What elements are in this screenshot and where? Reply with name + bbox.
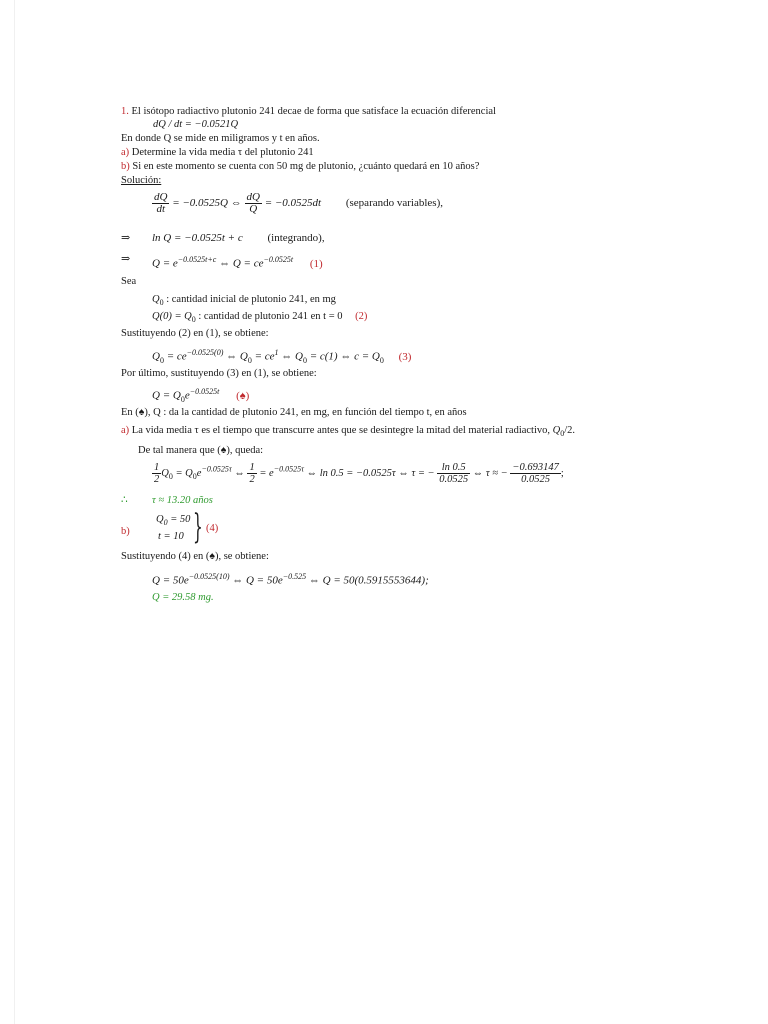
substitution-note-2: Por último, sustituyendo (3) en (1), se obtiene: [121,368,317,379]
result-part-a: τ ≈ 13.20 años [152,495,213,506]
definition-q-of-0: $Q(0) = Q_0$ : cantidad de plutonio 241 en t = 0 (2) [152,311,368,325]
problem-number: 1. [121,106,129,117]
part-b-text: Si en este momento se cuenta con 50 mg de plutonio, ¿cuánto quedará en 10 años? [132,161,480,172]
problem-part-b [121,160,479,173]
implies-symbol-2: ⇒ [121,253,131,265]
eq3-tag: (1) [309,257,323,270]
part-a-label: a) [121,147,130,158]
part-b-label: b) [121,161,130,172]
equation-4: $Q_0 = ce^{-0.0525(0)}$ ⇔ $Q_0 = ce^1$ ⇔ $Q_0 = c(1)$ ⇔ $c = Q_0$ (3) [152,348,412,365]
part-b-solution-label: b) [121,526,130,537]
problem-equation: dQ / dt = −0.0521Q [153,119,239,130]
problem-statement-line [121,105,496,118]
part-a-solution-line: a) La vida media τ es el tiempo que transcurre antes que se desintegre la mitad del material radiactivo, $Q_0/2$. [121,425,576,439]
definition-q0: $Q_0$ : cantidad inicial de plutonio 241, en mg [152,294,336,308]
eq1-lhs-fraction: $\frac{dQ}{dt}$ [154,191,168,215]
equation-1: $\frac{dQ}{dt}$ = −0.0525Q ⇔ $\frac{dQ}{Q}$ = −0.0525dt (separando variables), [154,191,443,215]
eq1-rhs-fraction: $\frac{dQ}{Q}$ [246,191,260,215]
right-brace: } [193,507,203,547]
equation-5: $Q = Q_0e^{-0.0525t}$ (♠) [152,387,250,404]
substitution-note-3: Sustituyendo (4) en (♠), se obtiene: [121,551,269,562]
page-edge-line [14,0,15,1024]
problem-statement: El isótopo radiactivo plutonio 241 decae de forma que satisface la ecuación diferencial [131,106,496,117]
given-q0: $Q_0 = 50$ [156,514,191,528]
part-a-text: Determine la vida media τ del plutonio 241 [131,147,314,158]
implies-symbol-1: ⇒ [121,232,131,244]
result-part-b: Q = 29.58 mg. [152,592,214,603]
equation-2: ln Q = −0.0525t + c (integrando), [152,232,325,244]
therefore-symbol: ∴ [121,495,128,506]
problem-units: En donde Q se mide en miligramos y t en años. [121,133,320,144]
problem-part-a [121,146,314,159]
sea-label: Sea [121,276,137,287]
solution-heading: Solución: [121,175,162,186]
substitution-note-1: Sustituyendo (2) en (1), se obtiene: [121,328,269,339]
given-tag: (4) [206,523,219,534]
en-spade-line: En (♠), Q : da la cantidad de plutonio 241, en mg, en función del tiempo t, en años [121,407,467,418]
equation-6: $\frac{1}{2}$ $Q_0 = Q_0e^{-0.0525\tau}$ ⇔ $\frac{1}{2}$ = $e^{-0.0525\tau}$ ⇔ ln 0.5 = −0.0525τ ⇔ τ = − $\frac{\ln 0.5}{0.0525}$ ⇔ τ ≈ − $\frac{-0.693147}{0.0525}$ ; [154,462,564,485]
equation-3: $Q = e^{-0.0525t+c}$ ⇔ $Q = ce^{-0.0525t}$ (1) [152,255,323,270]
equation-7: $Q = 50e^{-0.0525(10)}$ ⇔ $Q = 50e^{-0.525}$ ⇔ Q = 50(0.5915553644); [152,572,429,587]
de-tal-manera: De tal manera que (♠), queda: [138,445,264,456]
eq1-note: (separando variables), [345,197,443,210]
given-t: t = 10 [158,531,184,542]
